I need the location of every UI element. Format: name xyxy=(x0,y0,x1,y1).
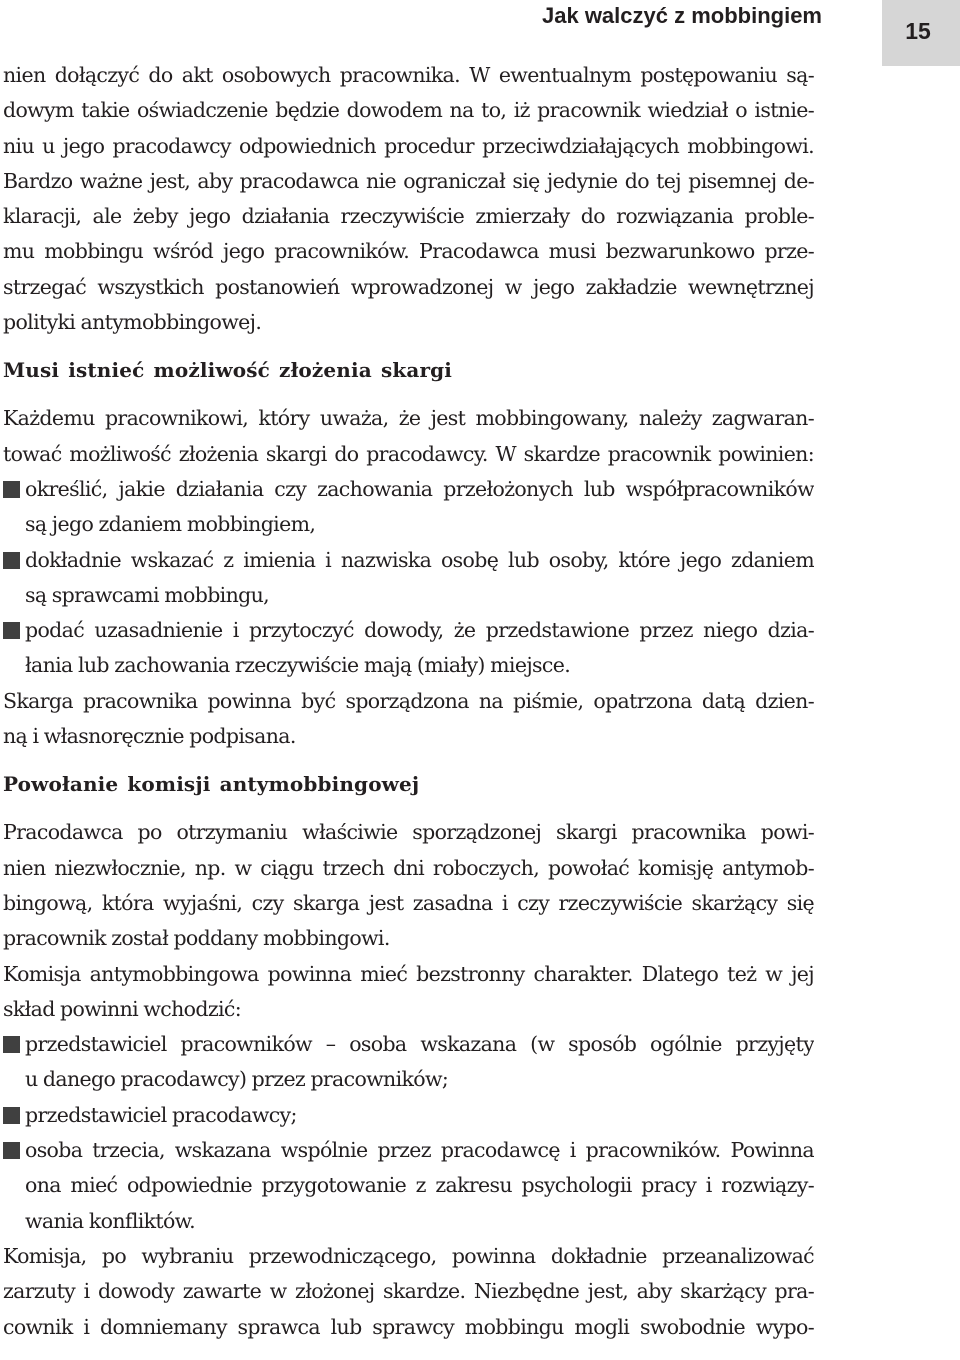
list-item xyxy=(3,472,814,507)
list-item-continuation: są sprawcami mobbingu, xyxy=(25,582,270,607)
text-line: Komisja antymobbingowa powinna mieć bezstronny charakter. Dlatego też w jej xyxy=(3,961,814,986)
text-line: Bardzo ważne jest, aby pracodawca nie ograniczał się jedynie do tej pisemnej de- xyxy=(3,168,814,193)
text-line: strzegać wszystkich postanowień wprowadzonej w jego zakładzie wewnętrznej xyxy=(3,274,814,299)
bullet-list-commission xyxy=(3,1027,814,1239)
paragraph-commission-1 xyxy=(3,815,814,956)
list-item xyxy=(3,1027,814,1062)
text-line: pracownik został poddany mobbingowi. xyxy=(3,926,390,951)
list-item-text: podać uzasadnienie i przytoczyć dowody, że przedstawione przez niego dzia- xyxy=(25,618,814,643)
text-line: mu mobbingu wśród jego pracowników. Pracodawca musi bezwarunkowo prze- xyxy=(3,239,814,264)
list-item-continuation: łania lub zachowania rzeczywiście mają (miały) miejsce. xyxy=(25,653,571,678)
paragraph-commission-2 xyxy=(3,957,814,1028)
square-bullet-icon xyxy=(3,481,20,498)
list-item-text: przedstawiciel pracodawcy; xyxy=(25,1102,297,1127)
list-item-continuation: są jego zdaniem mobbingiem, xyxy=(25,512,316,537)
text-line: ną i własnoręcznie podpisana. xyxy=(3,724,296,749)
list-item xyxy=(3,1133,814,1168)
bullet-list-complaint xyxy=(3,472,814,684)
square-bullet-icon xyxy=(3,622,20,639)
text-line: nien niezwłocznie, np. w ciągu trzech dni roboczych, powołać komisję antymob- xyxy=(3,855,814,880)
text-line: nien dołączyć do akt osobowych pracownika. W ewentualnym postępowaniu są- xyxy=(3,63,814,87)
paragraph-commission-3 xyxy=(3,1239,814,1345)
square-bullet-icon xyxy=(3,552,20,569)
text-line: polityki antymobbingowej. xyxy=(3,310,262,335)
list-item-text: dokładnie wskazać z imienia i nazwiska osobę lub osoby, które jego zdaniem xyxy=(25,547,814,572)
text-line: Komisja, po wybraniu przewodniczącego, powinna dokładnie przeanalizować xyxy=(3,1243,814,1268)
paragraph-complaint-intro xyxy=(3,401,814,472)
list-item-continuation: wania konfliktów. xyxy=(25,1208,196,1233)
text-line: Pracodawca po otrzymaniu właściwie sporządzonej skargi pracownika powi- xyxy=(3,820,814,845)
page-number: 15 xyxy=(905,18,931,44)
page-number-box xyxy=(882,0,960,66)
text-line: bingową, która wyjaśni, czy skarga jest zasadna i czy rzeczywiście skarżący się xyxy=(3,890,814,915)
paragraph-complaint-outro xyxy=(3,684,814,755)
list-item-text: osoba trzecia, wskazana wspólnie przez pracodawcę i pracowników. Powinna xyxy=(25,1138,814,1163)
section-heading-complaint: Musi istnieć możliwość złożenia skargi xyxy=(3,358,453,383)
text-line: tować możliwość złożenia skargi do pracodawcy. W skardze pracownik powinien: xyxy=(3,441,814,466)
text-line: skład powinni wchodzić: xyxy=(3,996,241,1021)
text-line: zarzuty i dowody zawarte w złożonej skardze. Niezbędne jest, aby skarżący pra- xyxy=(3,1279,814,1304)
paragraph-continuation xyxy=(3,58,814,340)
square-bullet-icon xyxy=(3,1107,20,1124)
section-heading-commission: Powołanie komisji antymobbingowej xyxy=(3,772,420,797)
running-title: Jak walczyć z mobbingiem xyxy=(542,3,822,28)
text-line: cownik i domniemany sprawca lub sprawcy mobbingu mogli swobodnie wypo- xyxy=(3,1314,814,1339)
list-item-text: określić, jakie działania czy zachowania przełożonych lub współpracowników xyxy=(25,476,814,501)
list-item xyxy=(3,613,814,648)
square-bullet-icon xyxy=(3,1142,20,1159)
list-item-text: przedstawiciel pracowników – osoba wskazana (w sposób ogólnie przyjęty xyxy=(25,1032,814,1057)
square-bullet-icon xyxy=(3,1036,20,1053)
text-line: Skarga pracownika powinna być sporządzona na piśmie, opatrzona datą dzien- xyxy=(3,688,814,713)
text-line: klaracji, ale żeby jego działania rzeczywiście zmierzały do rozwiązania proble- xyxy=(3,204,814,229)
text-line: niu u jego pracodawcy odpowiednich procedur przeciwdziałających mobbingowi. xyxy=(3,133,814,158)
text-line: dowym takie oświadczenie będzie dowodem na to, iż pracownik wiedział o istnie- xyxy=(3,98,814,123)
list-item-continuation: u danego pracodawcy) przez pracowników; xyxy=(25,1067,449,1092)
page-body xyxy=(3,58,814,1345)
text-line: Każdemu pracownikowi, który uważa, że jest mobbingowany, należy zagwaran- xyxy=(3,406,814,431)
list-item xyxy=(3,543,814,578)
list-item-continuation: ona mieć odpowiednie przygotowanie z zakresu psychologii pracy i rozwiązy- xyxy=(25,1173,814,1198)
page-header xyxy=(0,0,960,60)
list-item xyxy=(3,1098,814,1133)
